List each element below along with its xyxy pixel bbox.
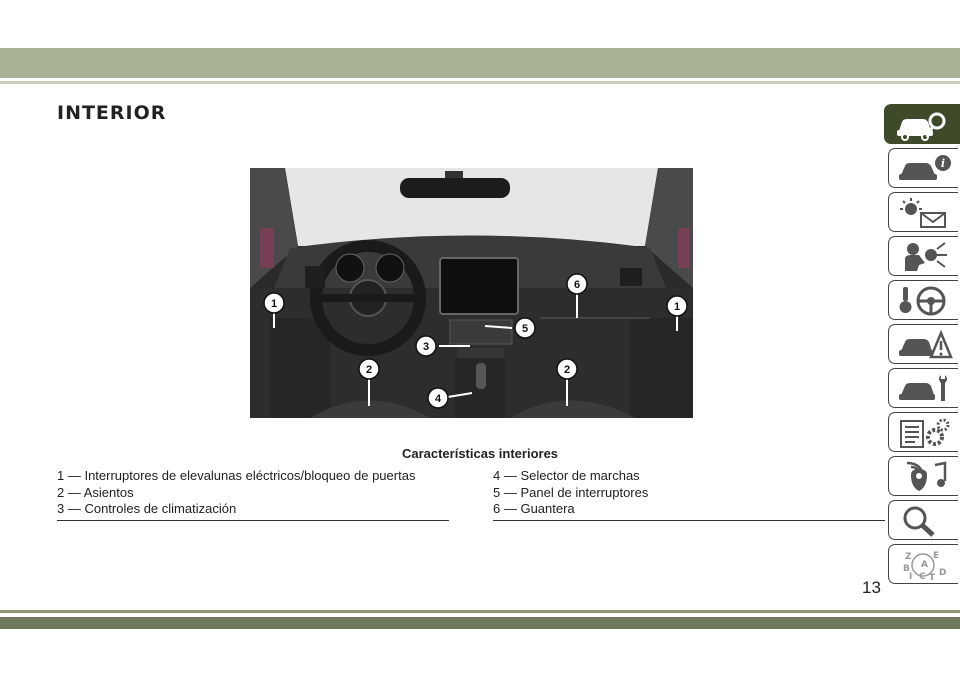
- left-door-panel: [270, 318, 330, 418]
- svg-text:E: E: [933, 551, 940, 561]
- header-rule: [0, 81, 960, 84]
- section-title: INTERIOR: [57, 102, 167, 124]
- magnifier-index-icon: [897, 505, 953, 537]
- alphabet-index-icon: [897, 549, 953, 581]
- figure-caption: Características interiores: [401, 446, 559, 461]
- tab-warning-lights[interactable]: [888, 192, 958, 232]
- callout-badge: [515, 318, 535, 338]
- legend-rule-left: [57, 520, 449, 521]
- svg-text:6: 6: [573, 279, 581, 291]
- callout-badge: [428, 388, 448, 408]
- tab-vehicle-info[interactable]: [888, 148, 958, 188]
- legend-left: [57, 468, 449, 518]
- footer-rule: [0, 610, 960, 613]
- footer-band: [0, 617, 960, 629]
- svg-text:2: 2: [563, 364, 571, 376]
- tab-safety[interactable]: [888, 236, 958, 276]
- svg-text:D: D: [939, 568, 947, 578]
- page-number: 13: [862, 578, 881, 597]
- tab-starting-operating[interactable]: [888, 280, 958, 320]
- gear-selector: [476, 363, 486, 389]
- climate-controls: [450, 320, 512, 344]
- legend-item: 4 — Selector de marchas: [493, 468, 640, 483]
- dashboard-illustration: [250, 168, 693, 418]
- legend-item: 3 — Controles de climatización: [57, 501, 237, 516]
- car-key-icon: [893, 109, 949, 141]
- svg-text:C: C: [919, 572, 926, 581]
- callout-badge: [667, 296, 687, 316]
- svg-text:i: i: [940, 157, 946, 170]
- callout-badge: [359, 359, 379, 379]
- vent-left: [305, 266, 325, 288]
- svg-text:T: T: [929, 573, 936, 581]
- vent-right: [620, 268, 642, 286]
- svg-text:5: 5: [521, 323, 529, 335]
- svg-text:A: A: [921, 560, 928, 570]
- callout-badge: [264, 293, 284, 313]
- right-door-panel: [630, 318, 693, 418]
- airbag-seat-icon: [897, 241, 953, 273]
- mirror-mount: [445, 171, 463, 179]
- svg-text:1: 1: [270, 298, 278, 310]
- legend-right: [493, 468, 885, 518]
- tab-alphabetical-index[interactable]: [888, 544, 958, 584]
- legend-item: 6 — Guantera: [493, 501, 575, 516]
- center-screen: [440, 258, 518, 314]
- steering-spoke: [320, 294, 416, 302]
- svg-text:1: 1: [673, 301, 681, 313]
- gauge-right: [376, 254, 404, 282]
- gauge-left: [336, 254, 364, 282]
- tab-multimedia[interactable]: [888, 456, 958, 496]
- left-window-tint: [260, 228, 274, 268]
- callout-badge: [416, 336, 436, 356]
- legend-rule-right: [493, 520, 885, 521]
- legend-item: 2 — Asientos: [57, 484, 134, 500]
- tab-servicing[interactable]: [888, 368, 958, 408]
- header-band: [0, 48, 960, 78]
- callout-badge: [557, 359, 577, 379]
- steering-wheel-icon: [897, 285, 953, 317]
- svg-text:I: I: [909, 572, 913, 581]
- tab-index[interactable]: [888, 500, 958, 540]
- tab-getting-to-know[interactable]: [884, 104, 960, 144]
- svg-text:Z: Z: [905, 552, 912, 562]
- svg-text:4: 4: [434, 393, 442, 405]
- tab-specifications[interactable]: [888, 412, 958, 452]
- car-info-icon: [897, 153, 953, 185]
- svg-text:B: B: [903, 564, 910, 574]
- callout-badge: [567, 274, 587, 294]
- svg-text:3: 3: [422, 341, 430, 353]
- legend-item: 5 — Panel de interruptores: [493, 484, 649, 500]
- warning-lights-message-icon: [897, 197, 953, 229]
- specifications-gear-icon: [897, 417, 953, 449]
- right-window-tint: [678, 228, 690, 268]
- legend-item: 1 — Interruptores de elevalunas eléctricos/bloqueo de puertas: [57, 468, 416, 483]
- svg-text:2: 2: [365, 364, 373, 376]
- multimedia-icon: [897, 461, 953, 493]
- rearview-mirror: [400, 178, 510, 198]
- car-wrench-icon: [897, 373, 953, 405]
- tab-emergency[interactable]: [888, 324, 958, 364]
- interior-photo: [250, 168, 693, 418]
- car-emergency-icon: [897, 329, 953, 361]
